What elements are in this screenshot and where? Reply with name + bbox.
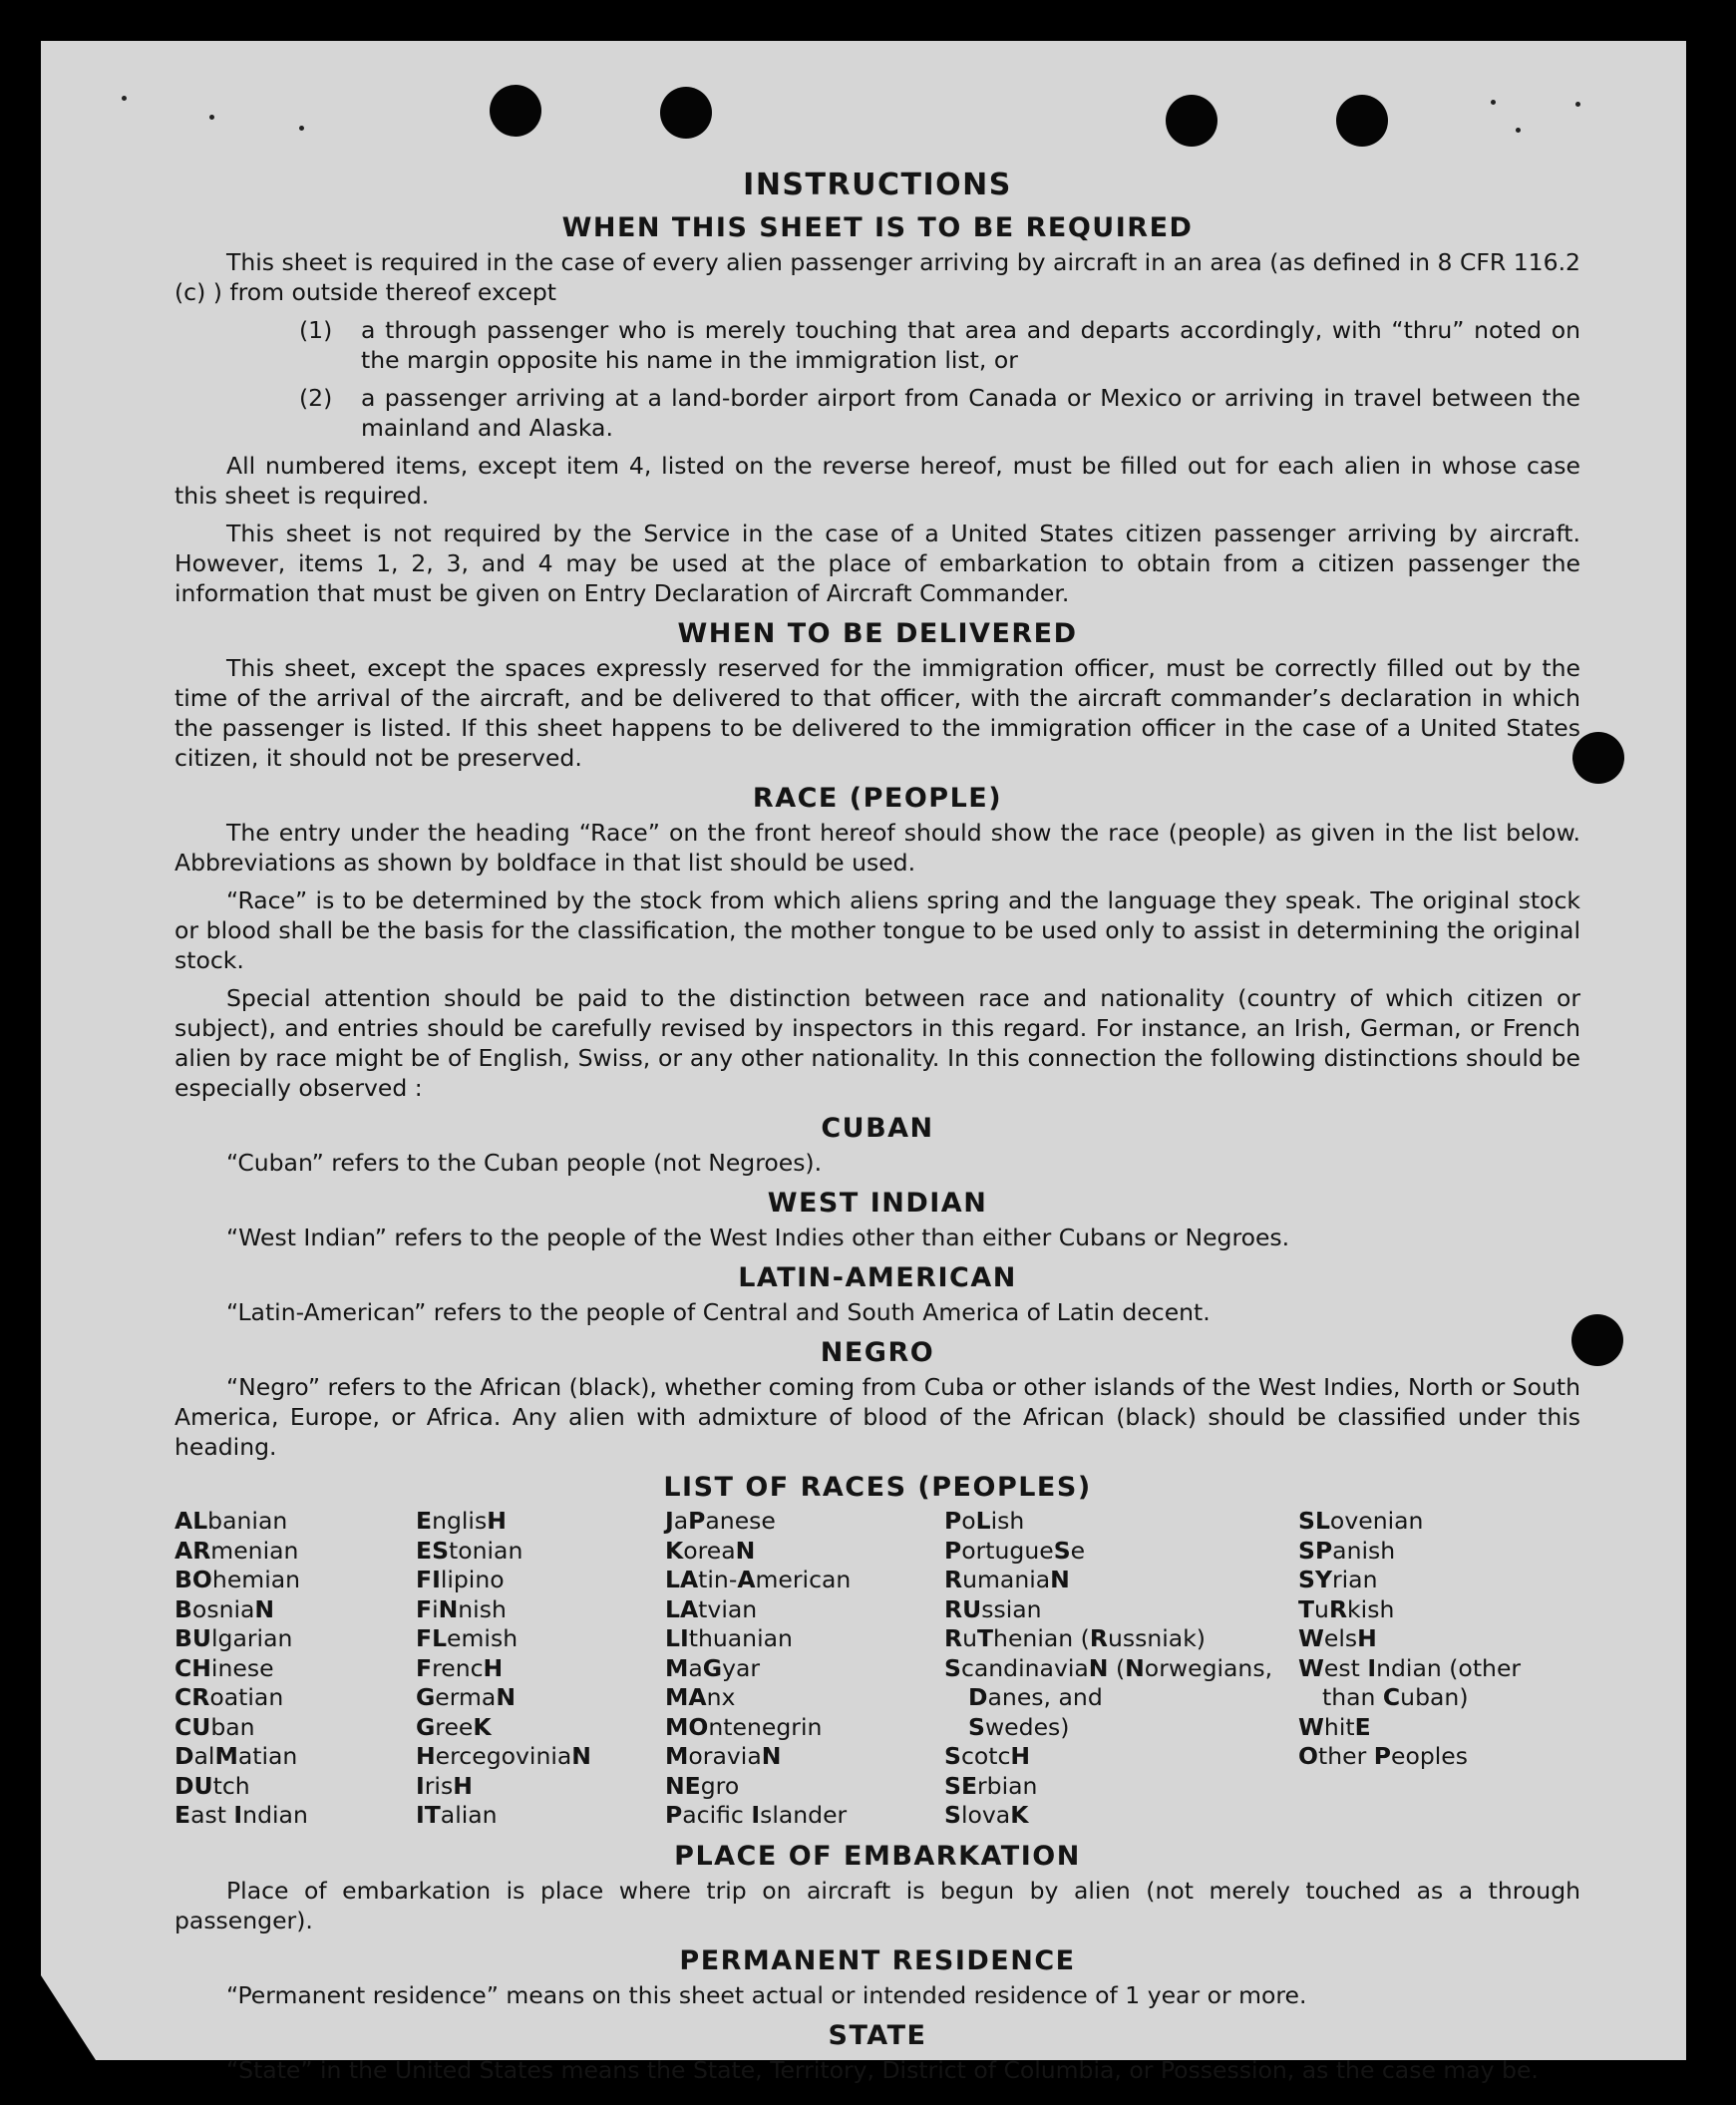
heading-embarkation: PLACE OF EMBARKATION — [674, 1840, 1081, 1872]
speck — [209, 115, 214, 120]
race-item: RuThenian (Russniak) — [944, 1624, 1206, 1652]
paragraph: The entry under the heading “Race” on the front hereof should show the race (people) as given in the list below. Abbreviations as shown by boldface in that list should be used. — [174, 819, 1580, 877]
race-item: ALbanian — [174, 1507, 288, 1535]
race-item: DUtch — [174, 1771, 250, 1800]
speck — [1491, 100, 1496, 105]
race-item: TuRkish — [1298, 1594, 1395, 1623]
race-item: HercegoviniaN — [416, 1742, 591, 1770]
paragraph: “West Indian” refers to the people of the West Indies other than either Cubans or Negroes. — [226, 1224, 1290, 1251]
punch-hole — [490, 85, 541, 137]
paragraph: “Latin-American” refers to the people of Central and South America of Latin decent. — [226, 1298, 1211, 1326]
race-item: BOhemian — [174, 1566, 301, 1593]
race-item: ARmenian — [174, 1536, 299, 1565]
speck — [122, 96, 127, 101]
race-item: MaGyar — [665, 1653, 761, 1682]
race-item: FLemish — [416, 1624, 519, 1652]
race-item: West Indian (other — [1298, 1653, 1522, 1682]
punch-hole — [1166, 95, 1217, 147]
race-item: Pacifc Islander — [665, 1801, 848, 1829]
paragraph: Special attention should be paid to the distinction between race and nationality (country of which citizen or subject), and entries should be carefully revised by inspectors in this regard. For instance, an Irish, German, or French alien by race might be of English, Swiss, or any other nationality. In this connection the following distinctions should be especially observed : — [174, 984, 1580, 1102]
race-item: SlovaK — [944, 1801, 1029, 1829]
heading-race: RACE (PEOPLE) — [752, 783, 1003, 814]
speck — [1575, 102, 1580, 107]
race-item: IrisH — [416, 1771, 473, 1800]
paragraph: “Cuban” refers to the Cuban people (not Negroes). — [226, 1149, 823, 1177]
race-item: EStonian — [416, 1536, 523, 1565]
paragraph: “Race” is to be determined by the stock from which aliens spring and the language they speak. The original stock or blood shall be the basis for the classification, the mother tongue to be used only to assist in determining the original stock. — [174, 886, 1580, 974]
race-item: GreeK — [416, 1712, 492, 1741]
speck — [299, 126, 304, 131]
race-item: than Cuban) — [1322, 1683, 1469, 1711]
paragraph: This sheet, except the spaces expressly reserved for the immigration officer, must be correctly filled out by the time of the arrival of the aircraft, and be delivered to that officer, with the aircraft commander’s declaration in which the passenger is listed. If this sheet happens to be delivered to the immigration officer in the case of a United States citizen, it should not be preserved. — [174, 654, 1580, 772]
race-item: JaPanese — [665, 1507, 776, 1535]
races-column — [416, 1507, 665, 1831]
race-item: FIlipino — [416, 1566, 505, 1593]
paragraph: “Negro” refers to the African (black), whether coming from Cuba or other islands of the West Indies, North or South America, Europe, or Africa. Any alien with admixture of blood of the African (black) should be classified under this heading. — [174, 1373, 1580, 1461]
race-item: East Indian — [174, 1801, 308, 1829]
race-item: CHinese — [174, 1653, 274, 1682]
page-title: INSTRUCTIONS — [743, 168, 1012, 202]
speck — [1516, 128, 1521, 133]
race-item: Other Peoples — [1298, 1742, 1468, 1770]
race-item: PoLish — [944, 1507, 1025, 1535]
race-item: RUssian — [944, 1594, 1042, 1623]
race-item: Danes, and — [968, 1683, 1103, 1711]
race-item: GermaN — [416, 1683, 516, 1711]
instructions-content — [174, 160, 1580, 2093]
race-item: NEgro — [665, 1771, 740, 1800]
race-item: MoraviaN — [665, 1742, 782, 1770]
race-item: LAtvian — [665, 1594, 758, 1623]
list-text: a passenger arriving at a land-border airport from Canada or Mexico or arriving in travel between the mainland and Alaska. — [361, 384, 1580, 442]
race-item: SYrian — [1298, 1566, 1378, 1593]
races-column — [1298, 1507, 1580, 1831]
heading-negro: NEGRO — [820, 1337, 935, 1368]
paragraph: This sheet is not required by the Service in the case of a United States citizen passenger arriving by aircraft. However, items 1, 2, 3, and 4 may be used at the place of embarkation to obtain from a citizen passenger the information that must be given on Entry Declaration of Aircraft Commander. — [174, 520, 1580, 607]
paragraph: This sheet is required in the case of every alien passenger arriving by aircraft in an area (as defined in 8 CFR 116.2 (c) ) from outside thereof except — [174, 248, 1580, 306]
list-number: (2) — [299, 384, 333, 412]
races-column — [944, 1507, 1298, 1831]
race-item: SErbian — [944, 1771, 1038, 1800]
list-item — [299, 315, 1580, 375]
race-item: FiNnish — [416, 1594, 507, 1623]
race-item: BUlgarian — [174, 1624, 293, 1652]
race-item: PortugueSe — [944, 1536, 1086, 1565]
race-item: CUban — [174, 1712, 255, 1741]
race-item: SPanish — [1298, 1536, 1396, 1565]
race-item: DalMatian — [174, 1742, 298, 1770]
heading-west-indian: WEST INDIAN — [767, 1188, 988, 1219]
races-column — [174, 1507, 416, 1831]
race-item: KoreaN — [665, 1536, 756, 1565]
race-item: EnglisH — [416, 1507, 507, 1535]
list-number: (1) — [299, 316, 333, 344]
paragraph: Place of embarkation is place where trip on aircraft is begun by alien (not merely touched as a through passenger). — [174, 1876, 1580, 1934]
heading-cuban: CUBAN — [821, 1113, 934, 1144]
race-item: ScotcH — [944, 1742, 1031, 1770]
race-item: ScandinaviaN (Norwegians, — [944, 1653, 1273, 1682]
heading-permanent-residence: PERMANENT RESIDENCE — [679, 1944, 1076, 1976]
race-item: BosniaN — [174, 1594, 275, 1623]
race-item: ITalian — [416, 1801, 498, 1829]
races-column — [665, 1507, 944, 1831]
race-item: FrencH — [416, 1653, 504, 1682]
race-item: MOntenegrin — [665, 1712, 823, 1741]
heading-when-delivered: WHEN TO BE DELIVERED — [677, 618, 1078, 649]
paragraph: “Permanent residence” means on this sheet actual or intended residence of 1 year or more. — [226, 1980, 1307, 2009]
heading-list-of-races: LIST OF RACES (PEOPLES) — [663, 1472, 1092, 1503]
races-list — [174, 1507, 1580, 1831]
race-item: Swedes) — [968, 1712, 1070, 1741]
punch-hole — [660, 87, 712, 139]
race-item: WelsH — [1298, 1624, 1377, 1652]
race-item: LAtin-American — [665, 1566, 852, 1593]
heading-state: STATE — [828, 2019, 927, 2051]
race-item: SLovenian — [1298, 1507, 1424, 1535]
race-item: MAnx — [665, 1683, 736, 1711]
list-item — [299, 383, 1580, 443]
paragraph: “State” in the United States means the State, Territory, District of Columbia, or Possession, as the case may be. — [226, 2055, 1539, 2084]
paragraph: All numbered items, except item 4, listed on the reverse hereof, must be filled out for each alien in whose case this sheet is required. — [174, 452, 1580, 510]
race-item: RumaniaN — [944, 1566, 1070, 1593]
race-item: WhitE — [1298, 1712, 1371, 1741]
punch-hole — [1336, 95, 1388, 147]
heading-latin-american: LATIN-AMERICAN — [738, 1262, 1017, 1293]
heading-when-required: WHEN THIS SHEET IS TO BE REQUIRED — [561, 212, 1194, 243]
race-item: CRoatian — [174, 1683, 284, 1711]
race-item: LIthuanian — [665, 1624, 793, 1652]
list-text: a through passenger who is merely touching that area and departs accordingly, with “thru” noted on the margin opposite his name in the immigration list, or — [361, 316, 1580, 374]
